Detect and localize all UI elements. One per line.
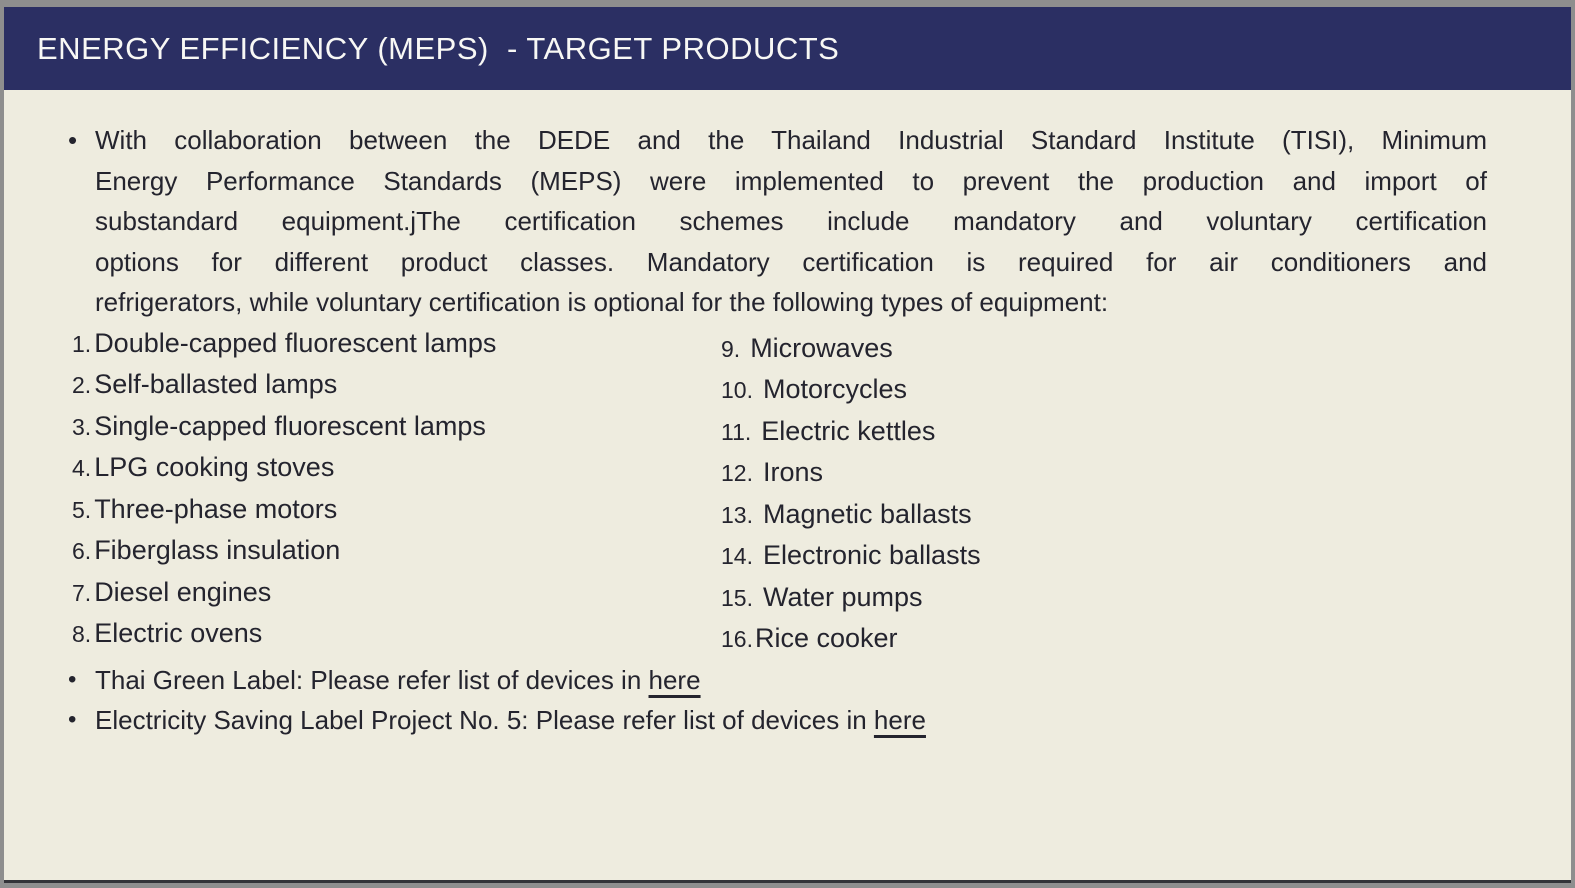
slide-body	[4, 90, 1571, 741]
list-item	[72, 489, 721, 531]
list-item-number: 8.	[72, 621, 92, 647]
list-item	[721, 618, 1487, 660]
list-item-number: 3.	[72, 413, 92, 440]
list-item-label: Microwaves	[750, 332, 893, 363]
list-item-label: Electronic ballasts	[762, 540, 981, 570]
list-item-number: 16.	[721, 626, 753, 652]
list-item-number: 15.	[721, 584, 753, 611]
footer-bullet-item	[68, 660, 1487, 701]
list-item-label: LPG cooking stoves	[94, 452, 335, 482]
slide	[4, 7, 1571, 883]
product-list-right	[721, 323, 1487, 660]
list-item-number: 14.	[721, 543, 753, 569]
list-item	[721, 369, 1487, 411]
list-item	[721, 494, 1487, 536]
list-item-label: Double-capped fluorescent lamps	[94, 327, 497, 358]
list-item-number: 5.	[72, 496, 92, 523]
list-item-number: 11.	[721, 418, 752, 445]
footer-bullets	[68, 660, 1487, 741]
list-item-label: Self-ballasted lamps	[94, 369, 338, 399]
footer-bullet-text: Electricity Saving Label Project No. 5: Please refer list of devices in	[95, 705, 874, 735]
list-item-number: 4.	[72, 455, 92, 481]
footer-bullet-item	[68, 700, 1487, 741]
list-item-number: 10.	[721, 377, 753, 403]
list-item	[72, 364, 721, 406]
intro-line: With collaboration between the DEDE and the Thailand Industrial Standard Institute (TISI), Minimum	[95, 125, 1487, 155]
intro-line: options for different product classes. Mandatory certification is required for air conditioners and	[95, 246, 1487, 277]
list-item-label: Diesel engines	[94, 576, 272, 607]
list-item-number: 7.	[72, 579, 92, 606]
list-item-label: Electric ovens	[94, 618, 263, 648]
list-item	[721, 452, 1487, 494]
list-item-label: Three-phase motors	[94, 493, 338, 524]
list-item-label: Electric kettles	[761, 415, 936, 446]
list-item	[721, 577, 1487, 619]
list-item-number: 9.	[721, 335, 741, 362]
list-item	[72, 613, 721, 655]
list-item	[72, 323, 721, 365]
list-item-label: Motorcycles	[762, 374, 908, 404]
list-item-number: 1.	[72, 330, 92, 357]
list-item-label: Single-capped fluorescent lamps	[94, 410, 486, 441]
list-item	[721, 535, 1487, 577]
bullet-icon: •	[68, 125, 78, 155]
product-lists	[72, 323, 1487, 660]
list-item	[72, 572, 721, 614]
bullet-icon: •	[68, 665, 77, 693]
here-link[interactable]: here	[648, 664, 701, 695]
list-item-label: Irons	[762, 457, 824, 487]
list-item-label: Fiberglass insulation	[94, 535, 341, 565]
intro-line: Energy Performance Standards (MEPS) were implemented to prevent the production and import of	[95, 165, 1487, 196]
list-item	[721, 411, 1487, 453]
list-item	[72, 406, 721, 448]
intro-bullet-item	[68, 120, 1487, 323]
list-item-label: Water pumps	[762, 581, 923, 612]
product-list-left	[72, 323, 721, 660]
list-item-number: 2.	[72, 372, 92, 398]
list-item-label: Magnetic ballasts	[762, 498, 972, 529]
list-item-number: 12.	[721, 460, 753, 486]
list-item	[721, 328, 1487, 370]
here-link[interactable]: here	[873, 705, 926, 735]
title-bar	[4, 7, 1571, 90]
list-item	[72, 530, 721, 572]
list-item-label: Rice cooker	[754, 623, 898, 653]
bullet-icon: •	[68, 706, 77, 733]
list-item-number: 13.	[721, 501, 753, 528]
list-item	[72, 447, 721, 489]
page-title: ENERGY EFFICIENCY (MEPS) - TARGET PRODUCTS	[37, 30, 840, 66]
list-item-number: 6.	[72, 538, 92, 564]
intro-line: substandard equipment.jThe certification schemes include mandatory and voluntary certification	[95, 206, 1487, 236]
footer-bullet-text: Thai Green Label: Please refer list of devices in	[95, 664, 649, 695]
intro-line: refrigerators, while voluntary certification is optional for the following types of equipment:	[95, 287, 1109, 317]
